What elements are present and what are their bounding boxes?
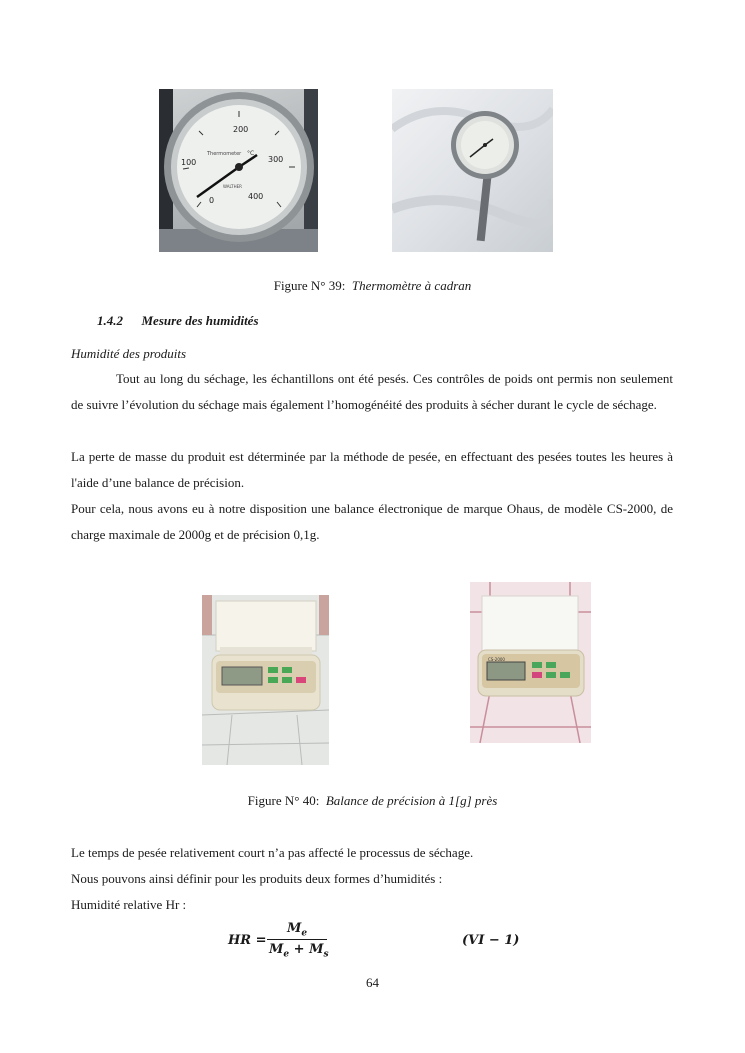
page-number: 64 <box>366 975 379 990</box>
subheading: Humidité des produits <box>71 346 187 361</box>
thermometer-probe-image <box>392 89 553 252</box>
paragraph-3: Pour cela, nous avons eu à notre disposition une balance électronique de marque Ohaus, de modèle CS-2000, de charge maximale de 2000g et de précision 0,1g. <box>71 501 673 542</box>
section-number: 1.4.2 <box>97 313 123 328</box>
thermometer-photo-probe <box>392 89 553 252</box>
figure-39-caption-prefix: Figure N° 39: <box>273 278 346 293</box>
thermometer-dial-image <box>159 89 318 252</box>
paragraph-1: Tout au long du séchage, les échantillons ont été pesés. Ces contrôles de poids ont permis non seulement de suivre l’évolution du séchage mais également l’homogénéité des produits à sécher durant le cycle de séchage. <box>71 371 673 412</box>
scale-with-cover-image <box>202 595 329 765</box>
scale-photo-with-cover <box>202 595 329 765</box>
text-line-1: Le temps de pesée relativement court n’a pas affecté le processus de séchage. <box>71 845 474 860</box>
dial-maker-text: WALTHER <box>223 184 242 189</box>
scale-open-image <box>470 582 591 743</box>
dial-brand-text: Thermometer <box>207 151 242 157</box>
text-line-3: Humidité relative Hr : <box>71 897 187 912</box>
denominator-a-subscript: e <box>283 949 290 960</box>
figure-39-caption-title: Thermomètre à cadran <box>351 278 472 293</box>
dial-label-400: 400 <box>248 192 264 201</box>
dial-label-200: 200 <box>233 125 249 134</box>
equation-label: (VI − 1) <box>462 933 520 948</box>
section-heading <box>97 313 259 329</box>
thermometer-photo-closeup <box>159 89 318 252</box>
scale-photo-open <box>470 582 591 743</box>
equation-numerator <box>287 921 307 939</box>
denominator-plus: + <box>293 942 305 957</box>
text-line-2: Nous pouvons ainsi définir pour les produits deux formes d’humidités : <box>71 871 443 886</box>
dial-unit-text: °C <box>247 150 255 157</box>
numerator-subscript: e <box>301 928 308 939</box>
equation-denominator <box>269 942 329 960</box>
figure-39-caption <box>0 278 745 294</box>
figure-40-caption <box>0 793 745 809</box>
dial-label-0: 0 <box>209 196 215 205</box>
figure-40-caption-prefix: Figure N° 40: <box>247 793 320 808</box>
denominator-b-subscript: s <box>323 949 329 960</box>
fraction-bar <box>267 939 327 940</box>
denominator-a-symbol: M <box>269 942 284 957</box>
denominator-b-symbol: M <box>309 942 324 957</box>
dial-label-100: 100 <box>181 158 197 167</box>
paragraph-2: La perte de masse du produit est déterminée par la méthode de pesée, en effectuant des pesées toutes les heures à l'aide d’une balance de précision. <box>71 449 673 490</box>
equation-lhs: HR = <box>228 933 267 948</box>
figure-40-caption-title: Balance de précision à 1[g] près <box>325 793 498 808</box>
scale-model-label: CS-2000 <box>488 657 505 662</box>
numerator-symbol: M <box>287 921 302 936</box>
section-title: Mesure des humidités <box>141 313 259 328</box>
dial-label-300: 300 <box>268 155 284 164</box>
